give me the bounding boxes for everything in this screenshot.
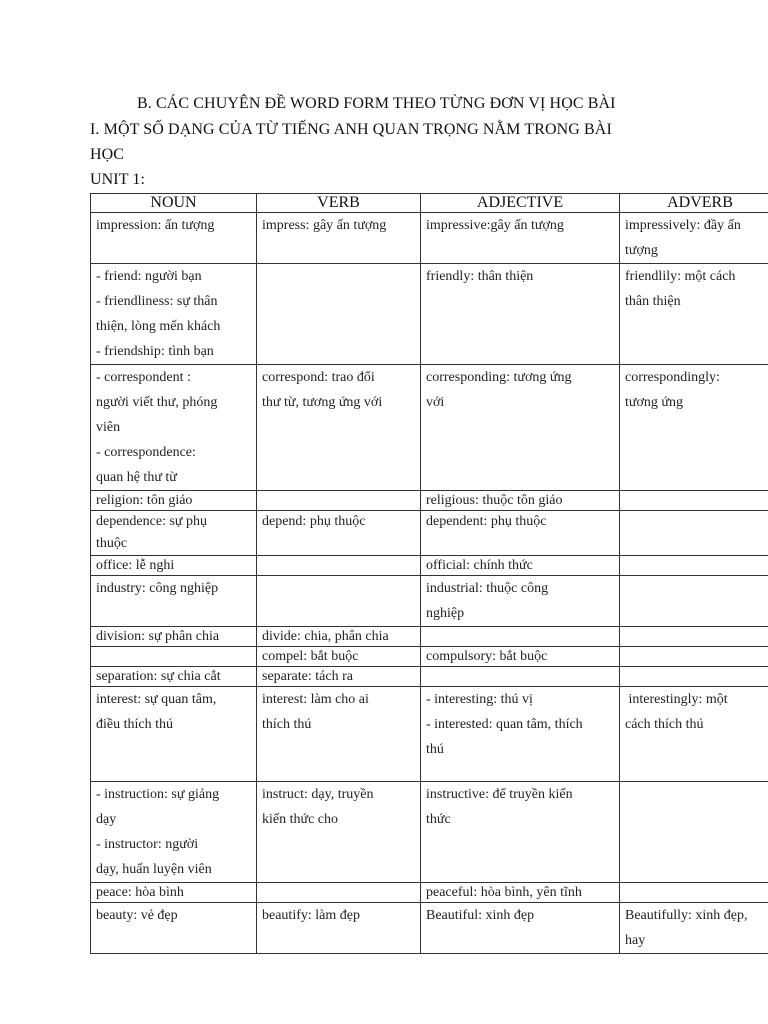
cell-adverb: correspondingly: tương ứng [620, 365, 768, 491]
cell-noun: separation: sự chia cắt [91, 667, 257, 687]
table-row [91, 647, 768, 667]
cell-verb: impress: gây ấn tượng [257, 213, 421, 264]
cell-adverb: friendlily: một cách thân thiện [620, 264, 768, 365]
cell-noun: peace: hòa bình [91, 883, 257, 903]
cell-noun [91, 647, 257, 667]
table-row [91, 687, 768, 782]
cell-adverb [620, 883, 768, 903]
cell-verb: interest: làm cho ai thích thú [257, 687, 421, 782]
cell-adverb [620, 556, 768, 576]
cell-verb: depend: phụ thuộc [257, 511, 421, 556]
cell-noun: interest: sự quan tâm, điều thích thú [91, 687, 257, 782]
header-adverb: ADVERB [620, 194, 768, 213]
cell-adverb: interestingly: một cách thích thú [620, 687, 768, 782]
cell-noun: office: lễ nghi [91, 556, 257, 576]
cell-adjective: corresponding: tương ứng với [421, 365, 620, 491]
cell-adjective [421, 667, 620, 687]
cell-noun: religion: tôn giáo [91, 491, 257, 511]
cell-noun: division: sự phân chia [91, 627, 257, 647]
cell-adverb [620, 667, 768, 687]
cell-adjective: official: chính thức [421, 556, 620, 576]
table-row [91, 365, 768, 491]
cell-adverb [620, 627, 768, 647]
subtitle-line-1: I. MỘT SỐ DẠNG CỦA TỪ TIẾNG ANH QUAN TRỌNG NẰM TRONG BÀI [90, 121, 612, 138]
cell-noun: - correspondent : người viết thư, phóng viên - correspondence: quan hệ thư từ [91, 365, 257, 491]
cell-noun: - friend: người bạn - friendliness: sự thân thiện, lòng mến khách - friendship: tình bạn [91, 264, 257, 365]
table-row [91, 667, 768, 687]
table-row [91, 883, 768, 903]
cell-verb [257, 883, 421, 903]
cell-adjective: religious: thuộc tôn giáo [421, 491, 620, 511]
cell-adjective: friendly: thân thiện [421, 264, 620, 365]
cell-verb: divide: chia, phân chia [257, 627, 421, 647]
table-header-row [91, 194, 768, 213]
cell-adverb [620, 782, 768, 883]
table-row [91, 213, 768, 264]
table-row [91, 264, 768, 365]
cell-adverb: Beautifully: xinh đẹp, hay [620, 903, 768, 954]
cell-adjective: industrial: thuộc công nghiệp [421, 576, 620, 627]
table-row [91, 627, 768, 647]
cell-noun: - instruction: sự giảng dạy - instructor: người dạy, huấn luyện viên [91, 782, 257, 883]
cell-adjective: instructive: để truyền kiến thức [421, 782, 620, 883]
word-form-table [90, 193, 768, 954]
cell-adverb: impressively: đầy ấn tượng [620, 213, 768, 264]
cell-verb [257, 264, 421, 365]
cell-adjective: peaceful: hòa bình, yên tĩnh [421, 883, 620, 903]
cell-adverb [620, 491, 768, 511]
table-row [91, 903, 768, 954]
cell-verb: compel: bắt buộc [257, 647, 421, 667]
cell-noun: dependence: sự phụ thuộc [91, 511, 257, 556]
cell-noun: beauty: vẻ đẹp [91, 903, 257, 954]
header-verb: VERB [257, 194, 421, 213]
cell-noun: industry: công nghiệp [91, 576, 257, 627]
cell-verb [257, 556, 421, 576]
section-heading: B. CÁC CHUYÊN ĐỀ WORD FORM THEO TỪNG ĐƠN VỊ HỌC BÀI [137, 95, 616, 112]
unit-label: UNIT 1: [90, 171, 146, 188]
table-row [91, 782, 768, 883]
header-noun: NOUN [91, 194, 257, 213]
cell-verb [257, 576, 421, 627]
cell-adjective: Beautiful: xinh đẹp [421, 903, 620, 954]
cell-verb: instruct: dạy, truyền kiến thức cho [257, 782, 421, 883]
cell-adjective: impressive:gây ấn tượng [421, 213, 620, 264]
cell-adjective: dependent: phụ thuộc [421, 511, 620, 556]
cell-adverb [620, 576, 768, 627]
header-adjective: ADJECTIVE [421, 194, 620, 213]
table-row [91, 576, 768, 627]
cell-verb: separate: tách ra [257, 667, 421, 687]
cell-adverb [620, 511, 768, 556]
subtitle-line-2: HỌC [90, 146, 125, 163]
table-row [91, 511, 768, 556]
cell-adjective [421, 627, 620, 647]
cell-adverb [620, 647, 768, 667]
cell-adjective: compulsory: bắt buộc [421, 647, 620, 667]
cell-adjective: - interesting: thú vị - interested: quan tâm, thích thú [421, 687, 620, 782]
cell-verb: correspond: trao đổi thư từ, tương ứng với [257, 365, 421, 491]
table-row [91, 491, 768, 511]
table-row [91, 556, 768, 576]
cell-noun: impression: ấn tượng [91, 213, 257, 264]
cell-verb [257, 491, 421, 511]
cell-verb: beautify: làm đẹp [257, 903, 421, 954]
